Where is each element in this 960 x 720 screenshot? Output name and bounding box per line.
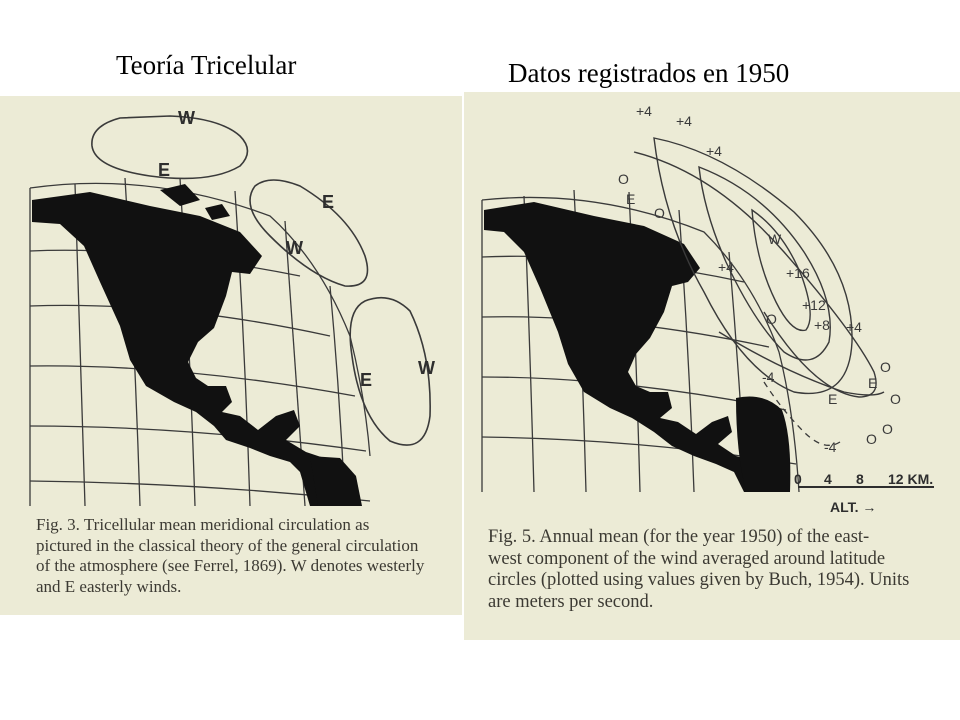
caption-fig5-line: west component of the wind averaged around latitude xyxy=(488,548,886,569)
contour-label: E xyxy=(868,375,878,391)
cell-label-e2: E xyxy=(322,192,335,212)
cell-label-w1: W xyxy=(178,108,195,128)
figure-right-1950-data xyxy=(464,92,960,640)
contour-label: +4 xyxy=(718,259,734,275)
contour-label: O xyxy=(766,311,777,327)
contour-label: +4 xyxy=(636,103,652,119)
scale-tick: 8 xyxy=(856,471,864,487)
caption-fig3-line: pictured in the classical theory of the general circulation xyxy=(36,535,419,555)
contour-label: E xyxy=(828,391,838,407)
contour-label: O xyxy=(880,359,891,375)
cell-label-w2: W xyxy=(286,238,303,258)
contour-label: O xyxy=(866,431,877,447)
contour-label: -4 xyxy=(762,369,775,385)
caption-fig5-line: circles (plotted using values given by Buch, 1954). Units xyxy=(488,570,910,590)
caption-fig5-line: are meters per second. xyxy=(488,591,654,612)
title-datos-1950: Datos registrados en 1950 xyxy=(508,58,790,88)
contour-label: +4 xyxy=(846,319,862,335)
cell-label-e1: E xyxy=(158,160,171,180)
contour-label: O xyxy=(890,391,901,407)
contour-label: O xyxy=(882,421,893,437)
contour-label: +16 xyxy=(786,265,810,281)
figure-left-tricellular xyxy=(0,96,462,615)
caption-fig3-line: of the atmosphere (see Ferrel, 1869). W denotes westerly xyxy=(36,556,425,575)
caption-fig5 xyxy=(488,527,950,613)
title-teoria-tricelular: Teoría Tricelular xyxy=(116,50,297,80)
scale-tick: 4 xyxy=(824,471,832,487)
contour-label: W xyxy=(768,231,782,247)
caption-fig3-line: Fig. 3. Tricellular mean meridional circulation as xyxy=(36,515,370,534)
scale-label: ALT. → xyxy=(830,499,877,515)
contour-label: +4 xyxy=(706,143,722,159)
caption-fig5-line: Fig. 5. Annual mean (for the year 1950) of the east- xyxy=(488,527,870,547)
cell-label-w3: W xyxy=(418,358,435,378)
caption-fig3-line: and E easterly winds. xyxy=(36,576,182,596)
contour-label: O xyxy=(654,205,665,221)
contour-label: +4 xyxy=(676,113,692,129)
contour-label: E xyxy=(626,191,636,207)
contour-label: -4 xyxy=(824,439,837,455)
scale-tick: 12 KM. xyxy=(888,471,934,487)
cell-label-e3: E xyxy=(360,370,373,390)
contour-label: +12 xyxy=(802,297,826,313)
contour-label: +8 xyxy=(814,317,830,333)
scale-tick: 0 xyxy=(794,471,802,487)
caption-fig3 xyxy=(36,515,450,597)
contour-label: O xyxy=(618,171,629,187)
